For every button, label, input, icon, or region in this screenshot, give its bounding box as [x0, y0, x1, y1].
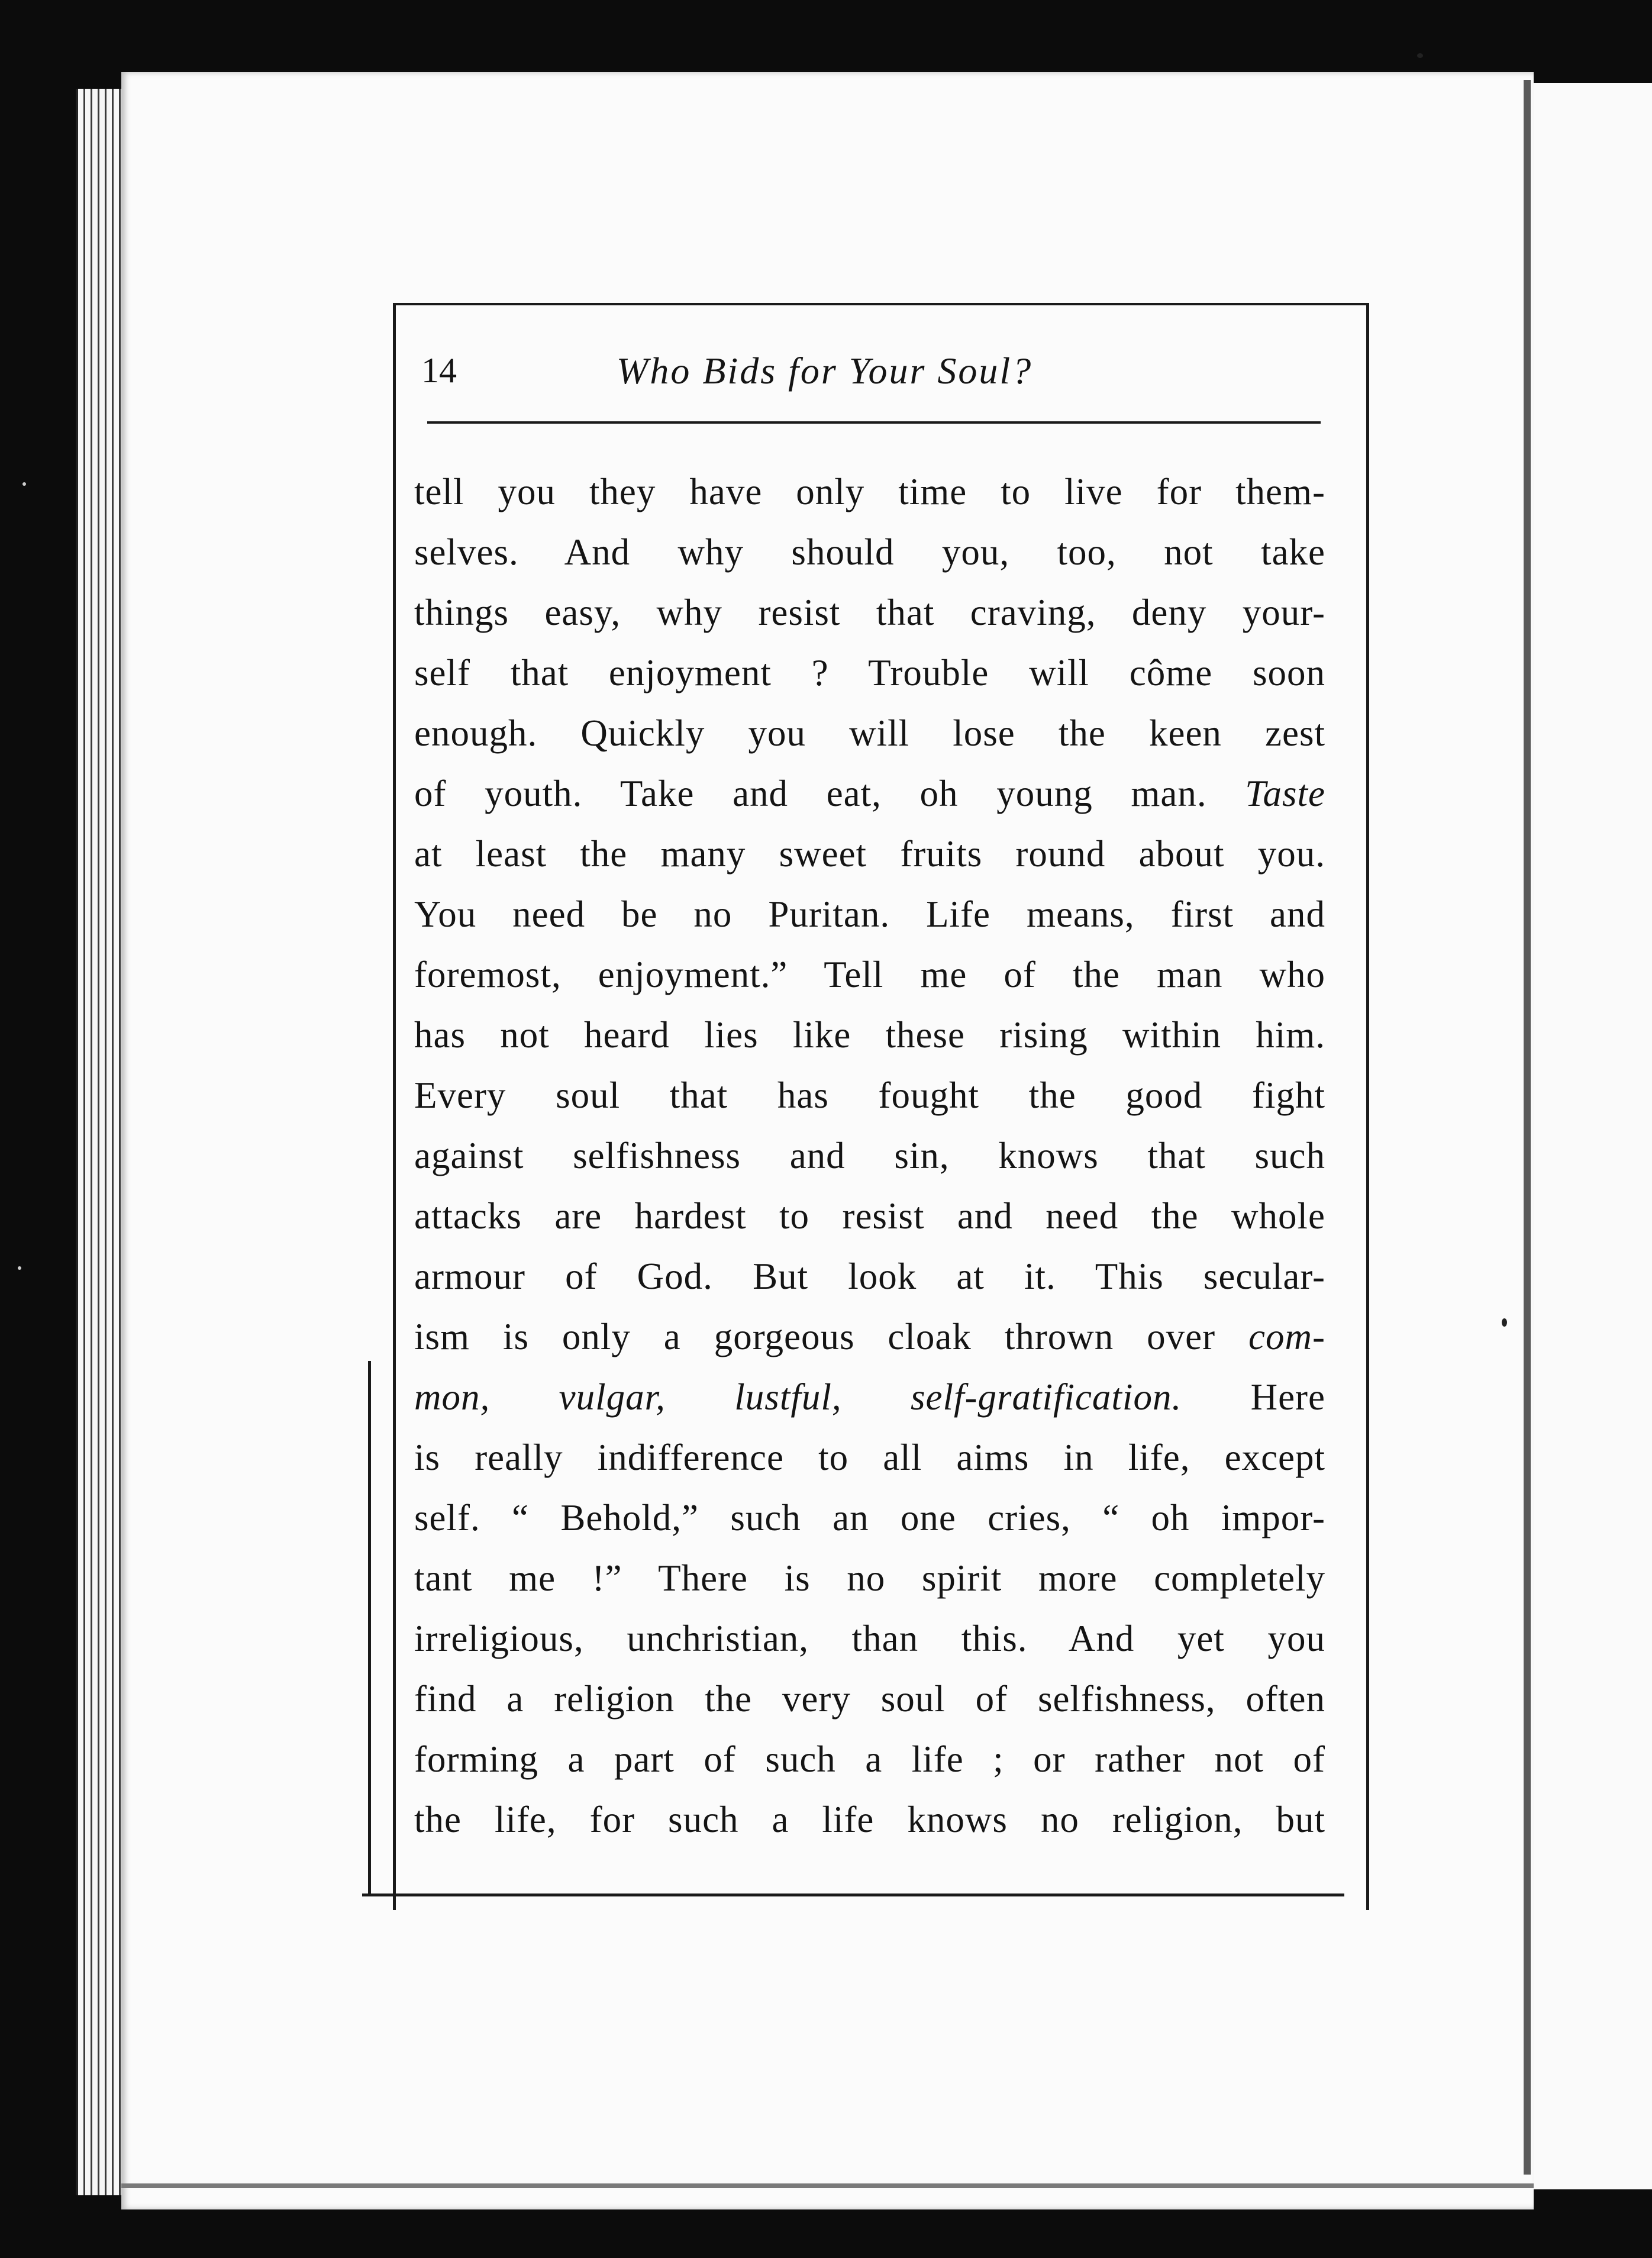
text-line [414, 1548, 1325, 1608]
running-head [421, 349, 1332, 396]
text-line [414, 763, 1325, 824]
text-line-italic: mon, vulgar, lustful, self-gratification. [414, 1376, 1182, 1418]
text-line [414, 944, 1325, 1005]
text-line-content: has not heard lies like these rising within him. [414, 1014, 1325, 1056]
text-line-content: selves. And why should you, too, not take [414, 531, 1325, 573]
text-line-italic: Taste [1245, 773, 1325, 814]
text-line [414, 703, 1325, 763]
text-line-content: the life, for such a life knows no religion, but [414, 1799, 1325, 1840]
text-line [414, 824, 1325, 884]
text-line-roman: of youth. Take and eat, oh young man. [414, 773, 1246, 814]
text-line-content: Every soul that has fought the good fight [414, 1075, 1325, 1116]
text-line [414, 1427, 1325, 1488]
text-line-roman: ism is only a gorgeous cloak thrown over [414, 1316, 1249, 1357]
text-line [414, 462, 1325, 522]
text-line [414, 1488, 1325, 1548]
page-bottom-edge [121, 2183, 1534, 2188]
body-text [414, 462, 1325, 1850]
text-line-content: You need be no Puritan. Life means, first and [414, 893, 1325, 935]
text-line-content: self that enjoyment ? Trouble will côme soon [414, 652, 1325, 693]
text-line [414, 1669, 1325, 1729]
text-line-content: things easy, why resist that craving, deny your- [414, 592, 1325, 633]
text-line [414, 1307, 1325, 1367]
head-rule [427, 421, 1321, 424]
running-title: Who Bids for Your Soul? [617, 350, 1033, 392]
text-line [414, 1186, 1325, 1246]
text-line [414, 1246, 1325, 1307]
text-line [414, 1065, 1325, 1125]
scan-speck [1502, 1318, 1507, 1327]
text-line [414, 1608, 1325, 1669]
page-number: 14 [421, 351, 457, 390]
text-line [414, 1367, 1325, 1427]
text-line [414, 1005, 1325, 1065]
text-line-content: at least the many sweet fruits round about you. [414, 833, 1325, 875]
text-line [414, 522, 1325, 582]
text-line-content: self. “ Behold,” such an one cries, “ oh impor- [414, 1497, 1325, 1538]
text-line [414, 1125, 1325, 1186]
text-frame-left-rule [368, 1361, 371, 1894]
text-line-content: enough. Quickly you will lose the keen zest [414, 712, 1325, 754]
text-line-content: tell you they have only time to live for them- [414, 471, 1325, 512]
facing-page-edge [1534, 83, 1652, 2189]
text-line-content: tant me !” There is no spirit more completely [414, 1557, 1325, 1599]
text-line-content: forming a part of such a life ; or rather not of [414, 1738, 1325, 1780]
text-line [414, 582, 1325, 643]
scan-speck [1417, 53, 1423, 58]
scan-speck [22, 482, 26, 486]
text-line-content: armour of God. But look at it. This secular- [414, 1256, 1325, 1297]
text-line [414, 884, 1325, 944]
text-line-content: attacks are hardest to resist and need the whole [414, 1195, 1325, 1237]
text-line-content: against selfishness and sin, knows that such [414, 1135, 1325, 1176]
text-line-content: is really indifference to all aims in life, except [414, 1437, 1325, 1478]
text-frame-bottom-rule [362, 1894, 1344, 1896]
text-line [414, 643, 1325, 703]
gutter-shadow [1524, 80, 1531, 2175]
scan-speck [18, 1266, 21, 1270]
text-line-content: irreligious, unchristian, than this. And yet you [414, 1618, 1325, 1659]
text-line-content: find a religion the very soul of selfishness, often [414, 1678, 1325, 1720]
text-line [414, 1789, 1325, 1850]
text-line [414, 1729, 1325, 1789]
text-line-italic: com- [1248, 1316, 1325, 1357]
text-line-content: foremost, enjoyment.” Tell me of the man who [414, 954, 1325, 995]
text-line-roman: Here [1182, 1376, 1326, 1418]
